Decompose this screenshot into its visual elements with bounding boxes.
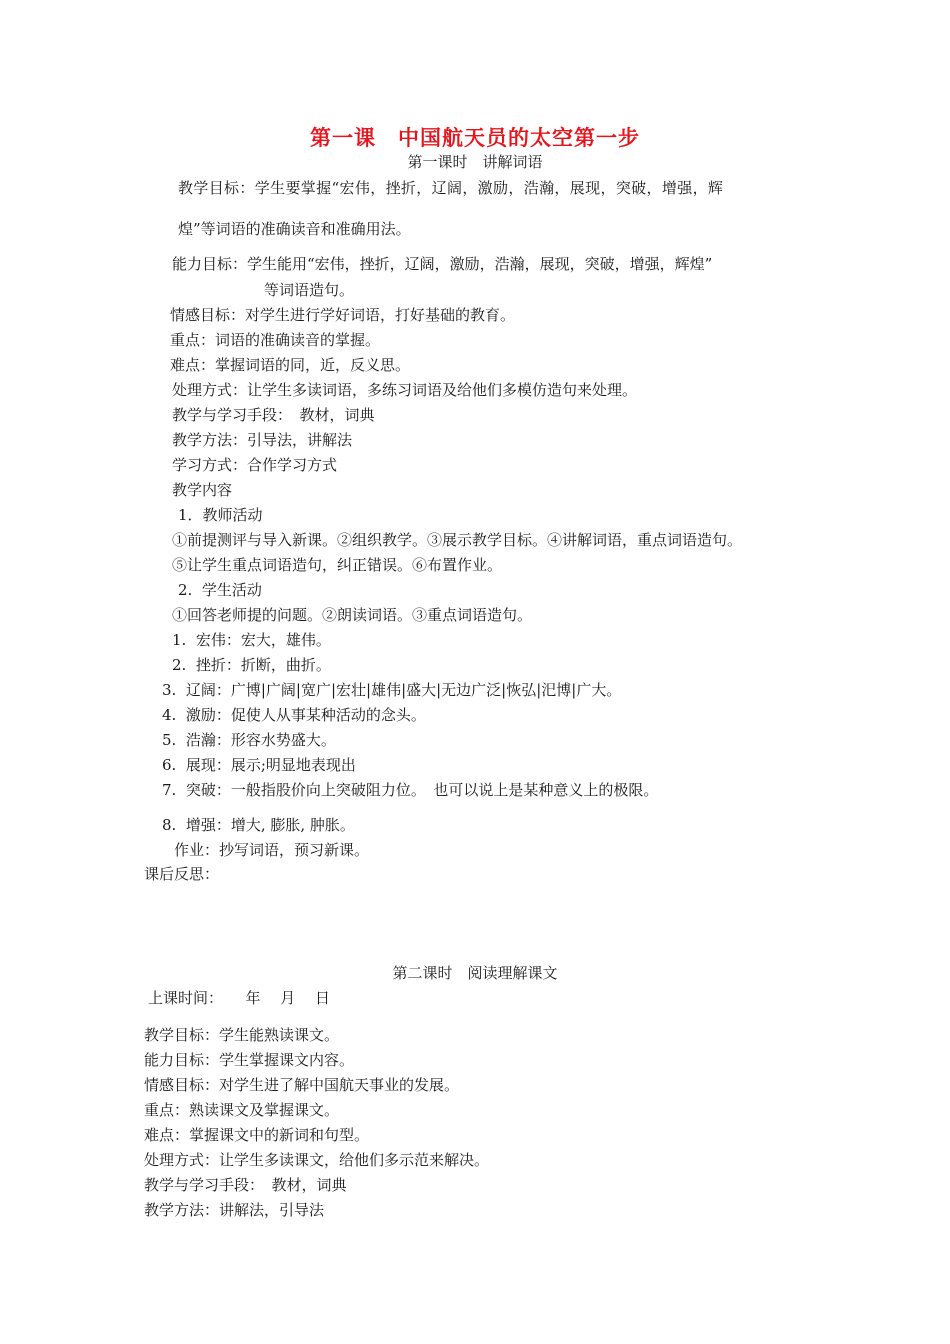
lesson2-handling: 处理方式：让学生多读课文，给他们多示范来解决。 <box>144 1151 490 1169</box>
reflection: 课后反思： <box>144 865 220 883</box>
word-item: 5. 浩瀚：形容水势盛大。 <box>162 731 336 749</box>
learning-mode: 学习方式：合作学习方式 <box>172 456 338 474</box>
lesson1-subtitle: 第一课时 讲解词语 <box>407 153 543 171</box>
lesson2-key-point: 重点：熟读课文及掌握课文。 <box>144 1101 340 1119</box>
student-steps: ①回答老师提的问题。②朗读词语。③重点词语造句。 <box>172 606 533 624</box>
teaching-goal-line2: 煌”等词语的准确读音和准确用法。 <box>178 220 411 238</box>
emotion-goal: 情感目标：对学生进行学好词语，打好基础的教育。 <box>170 306 516 324</box>
lesson2-subtitle: 第二课时 阅读理解课文 <box>392 964 558 982</box>
lesson2-means: 教学与学习手段： 教材，词典 <box>144 1176 347 1194</box>
word-item: 2. 挫折：折断，曲折。 <box>172 656 331 674</box>
key-point: 重点：词语的准确读音的掌握。 <box>170 331 381 349</box>
word-item: 3. 辽阔：广博|广阔|宽广|宏壮|雄伟|盛大|无边广泛|恢弘|汜博|广大。 <box>162 681 622 699</box>
teacher-steps-line1: ①前提测评与导入新课。②组织教学。③展示教学目标。④讲解词语，重点词语造句。 <box>172 531 743 549</box>
ability-goal-line2: 等词语造句。 <box>264 281 355 299</box>
teaching-content: 教学内容 <box>172 481 233 499</box>
class-time: 上课时间： 年 月 日 <box>148 989 331 1007</box>
lesson2-emotion-goal: 情感目标：对学生进了解中国航天事业的发展。 <box>144 1076 460 1094</box>
word-item: 7. 突破：一般指股价向上突破阻力位。 也可以说上是某种意义上的极限。 <box>162 781 659 799</box>
handling-method: 处理方式：让学生多读词语，多练习词语及给他们多模仿造句来处理。 <box>172 381 638 399</box>
word-item: 1. 宏伟：宏大，雄伟。 <box>172 631 331 649</box>
teaching-goal-line1: 教学目标：学生要掌握“宏伟，挫折，辽阔，激励，浩瀚，展现，突破，增强，辉 <box>178 179 724 197</box>
ability-goal-line1: 能力目标：学生能用“宏伟，挫折，辽阔，激励，浩瀚，展现，突破，增强，辉煌” <box>172 255 713 273</box>
word-item: 8. 增强：增大, 膨胀, 肿胀。 <box>162 816 355 834</box>
lesson2-method: 教学方法：讲解法，引导法 <box>144 1201 325 1219</box>
lesson2-teaching-goal: 教学目标：学生能熟读课文。 <box>144 1026 340 1044</box>
teaching-means: 教学与学习手段： 教材，词典 <box>172 406 375 424</box>
teacher-activity-heading: 1．教师活动 <box>178 506 263 524</box>
teaching-method: 教学方法：引导法，讲解法 <box>172 431 353 449</box>
difficulty: 难点：掌握词语的同，近，反义思。 <box>170 356 411 374</box>
teacher-steps-line2: ⑤让学生重点词语造句，纠正错误。⑥布置作业。 <box>172 556 503 574</box>
lesson-title: 第一课 中国航天员的太空第一步 <box>310 125 640 150</box>
student-activity-heading: 2. 学生活动 <box>178 581 262 599</box>
word-item: 4. 激励：促使人从事某种活动的念头。 <box>162 706 426 724</box>
homework: 作业：抄写词语，预习新课。 <box>174 841 370 859</box>
word-item: 6. 展现：展示;明显地表现出 <box>162 756 356 774</box>
lesson2-difficulty: 难点：掌握课文中的新词和句型。 <box>144 1126 370 1144</box>
lesson2-ability-goal: 能力目标：学生掌握课文内容。 <box>144 1051 355 1069</box>
